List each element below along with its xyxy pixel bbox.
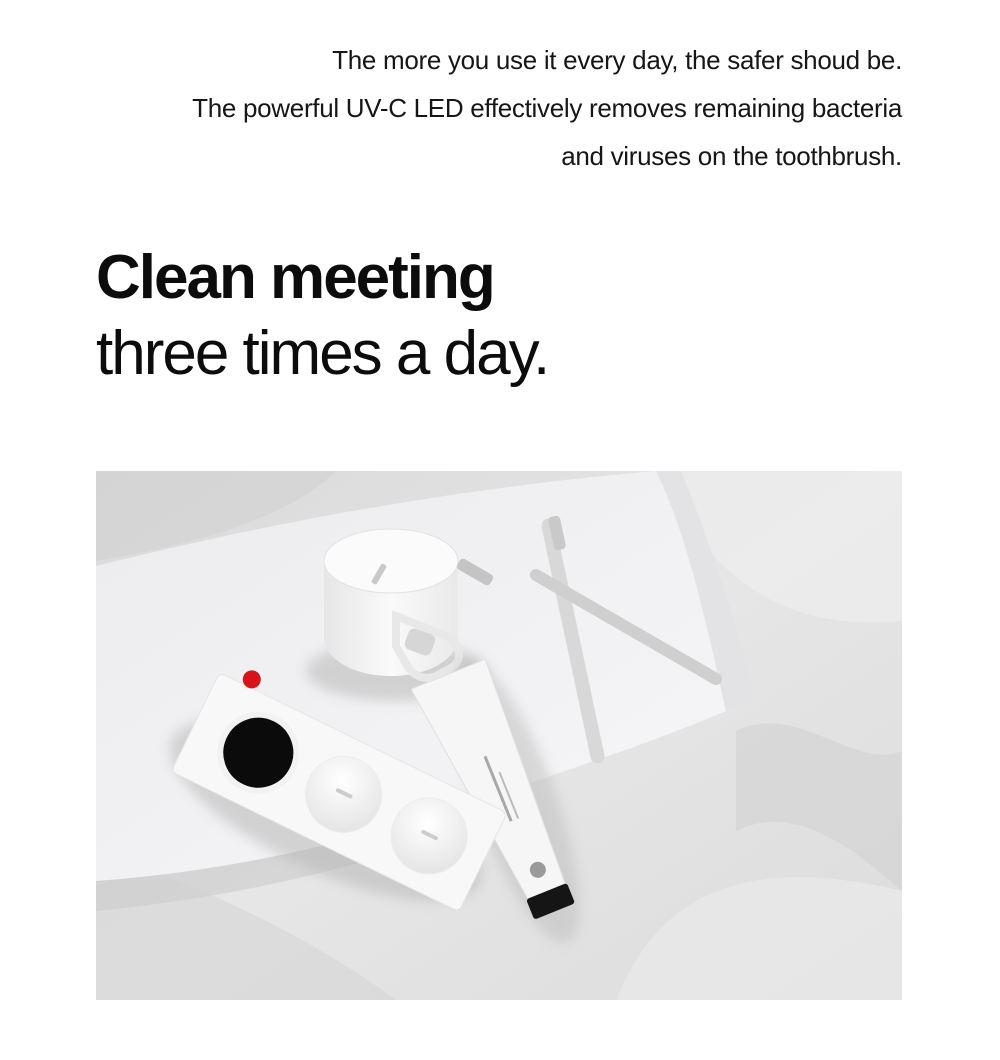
headline-bold: Clean meeting bbox=[96, 243, 494, 312]
intro-line-2: The powerful UV-C LED effectively removes remaining bacteria bbox=[192, 93, 902, 123]
intro-line-1: The more you use it every day, the safer shoud be. bbox=[332, 45, 902, 75]
headline bbox=[96, 240, 896, 392]
headline-regular: three times a day. bbox=[96, 319, 549, 388]
product-photo-illustration bbox=[96, 471, 902, 1000]
intro-line-3: and viruses on the toothbrush. bbox=[561, 141, 902, 171]
cup-top bbox=[324, 529, 458, 593]
intro-text bbox=[82, 36, 902, 180]
product-photo bbox=[96, 471, 902, 1000]
